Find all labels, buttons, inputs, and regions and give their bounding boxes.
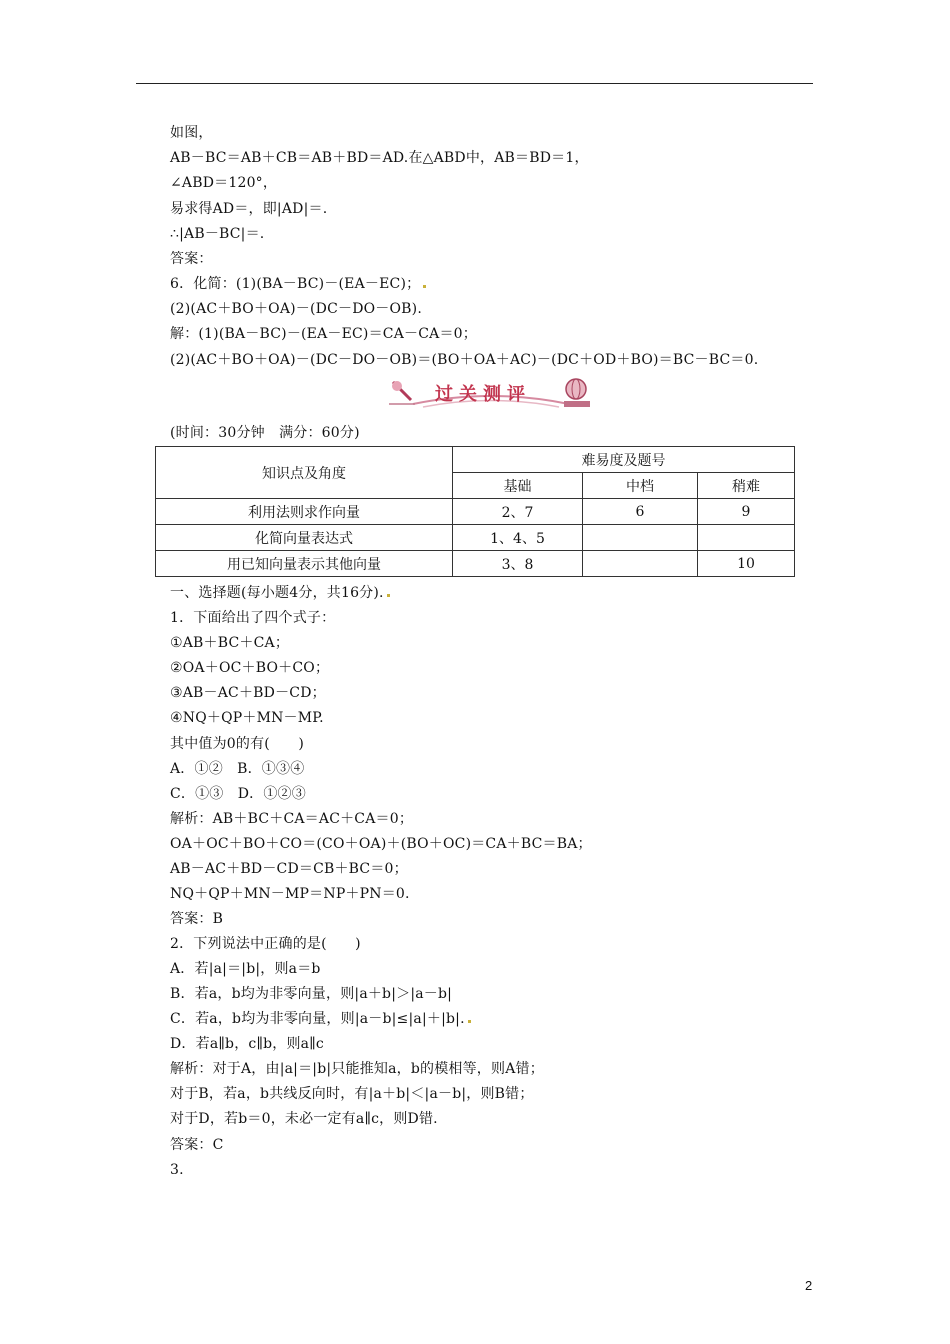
text-line: C．①③ D．①②③ (170, 786, 306, 802)
text-line: ∠ABD＝120°， (170, 175, 278, 191)
text-line: 2．下列说法中正确的是( ) (170, 936, 361, 952)
section-heading (170, 584, 390, 602)
mark-dot (468, 1020, 471, 1023)
text: C．若a，b均为非零向量，则|a－b|≤|a|＋|b|. (170, 1011, 465, 1027)
text-line: ①AB＋BC＋CA； (170, 635, 290, 651)
text-line: 3. (170, 1162, 184, 1178)
text-line: (2)(AC＋BO＋OA)－(DC－DO－OB). (170, 301, 422, 317)
section-banner (383, 374, 599, 412)
table-row (156, 525, 795, 551)
text-line: 解析：AB＋BC＋CA＝AC＋CA＝0； (170, 811, 414, 827)
text-line: 对于B，若a，b共线反向时，有|a＋b|＜|a－b|，则B错； (170, 1086, 534, 1102)
pen-icon (389, 381, 415, 404)
cell-basic: 3、8 (453, 551, 583, 577)
text-line: 解：(1)(BA－BC)－(EA－EC)＝CA－CA＝0； (170, 326, 477, 342)
text-line: ④NQ＋QP＋MN－MP. (170, 710, 324, 726)
subheader-hard: 稍难 (698, 473, 795, 499)
subheader-basic: 基础 (453, 473, 583, 499)
cell-topic: 用已知向量表示其他向量 (156, 551, 453, 577)
text-line: NQ＋QP＋MN－MP＝NP＋PN＝0. (170, 886, 410, 902)
time-note: (时间：30分钟 满分：60分) (170, 425, 360, 441)
page-number: 2 (805, 1278, 813, 1293)
text-line: 易求得AD＝，即|AD|＝. (170, 201, 328, 217)
cell-topic: 利用法则求作向量 (156, 499, 453, 525)
header-rule (136, 83, 813, 84)
cell-hard: 10 (698, 551, 795, 577)
cell-topic: 化简向量表达式 (156, 525, 453, 551)
text-line: ∴|AB－BC|＝. (170, 226, 265, 242)
question-6 (170, 275, 426, 293)
cell-mid: 6 (583, 499, 698, 525)
text-line: 解析：对于A，由|a|＝|b|只能推知a，b的模相等，则A错； (170, 1061, 544, 1077)
banner-title: 过关测评 (435, 384, 531, 405)
text-line: 答案：B (170, 911, 224, 927)
text-line: 如图， (170, 125, 213, 141)
cell-hard: 9 (698, 499, 795, 525)
text-line: ②OA＋OC＋BO＋CO； (170, 660, 330, 676)
cell-basic: 2、7 (453, 499, 583, 525)
text-line: 答案：C (170, 1137, 224, 1153)
subheader-mid: 中档 (583, 473, 698, 499)
text: 一、选择题(每小题4分，共16分). (170, 585, 384, 601)
text-line: (2)(AC＋BO＋OA)－(DC－DO－OB)＝(BO＋OA＋AC)－(DC＋OD＋BO)＝BC－BC＝0. (170, 352, 759, 368)
text-line: 对于D，若b＝0，未必一定有a∥c，则D错. (170, 1111, 438, 1127)
cell-hard (698, 525, 795, 551)
cell-mid (583, 525, 698, 551)
knowledge-table (155, 446, 795, 577)
mark-dot (423, 285, 426, 288)
text-line: 其中值为0的有( ) (170, 736, 305, 752)
text-line: B．若a，b均为非零向量，则|a＋b|＞|a－b| (170, 986, 453, 1002)
text-line (170, 1010, 471, 1028)
text-line: A．若|a|＝|b|，则a＝b (170, 961, 321, 977)
mark-dot (387, 594, 390, 597)
text-line: D．若a∥b，c∥b，则a∥c (170, 1036, 324, 1052)
globe-icon (564, 379, 590, 407)
header-difficulty: 难易度及题号 (453, 447, 795, 473)
text-line: ③AB－AC＋BD－CD； (170, 685, 326, 701)
cell-mid (583, 551, 698, 577)
cell-basic: 1、4、5 (453, 525, 583, 551)
text-line: A．①② B．①③④ (170, 761, 305, 777)
table-row (156, 499, 795, 525)
text-line: 1．下面给出了四个式子： (170, 610, 336, 626)
text-line: 答案： (170, 251, 213, 267)
text-line: AB－BC＝AB＋CB＝AB＋BD＝AD.在△ABD中，AB＝BD＝1， (170, 150, 589, 166)
table-row (156, 551, 795, 577)
text: 6．化简：(1)(BA－BC)－(EA－EC)； (170, 276, 421, 292)
text-line: OA＋OC＋BO＋CO＝(CO＋OA)＋(BO＋OC)＝CA＋BC＝BA； (170, 836, 592, 852)
text-line: AB－AC＋BD－CD＝CB＋BC＝0； (170, 861, 408, 877)
header-topic: 知识点及角度 (156, 447, 453, 499)
